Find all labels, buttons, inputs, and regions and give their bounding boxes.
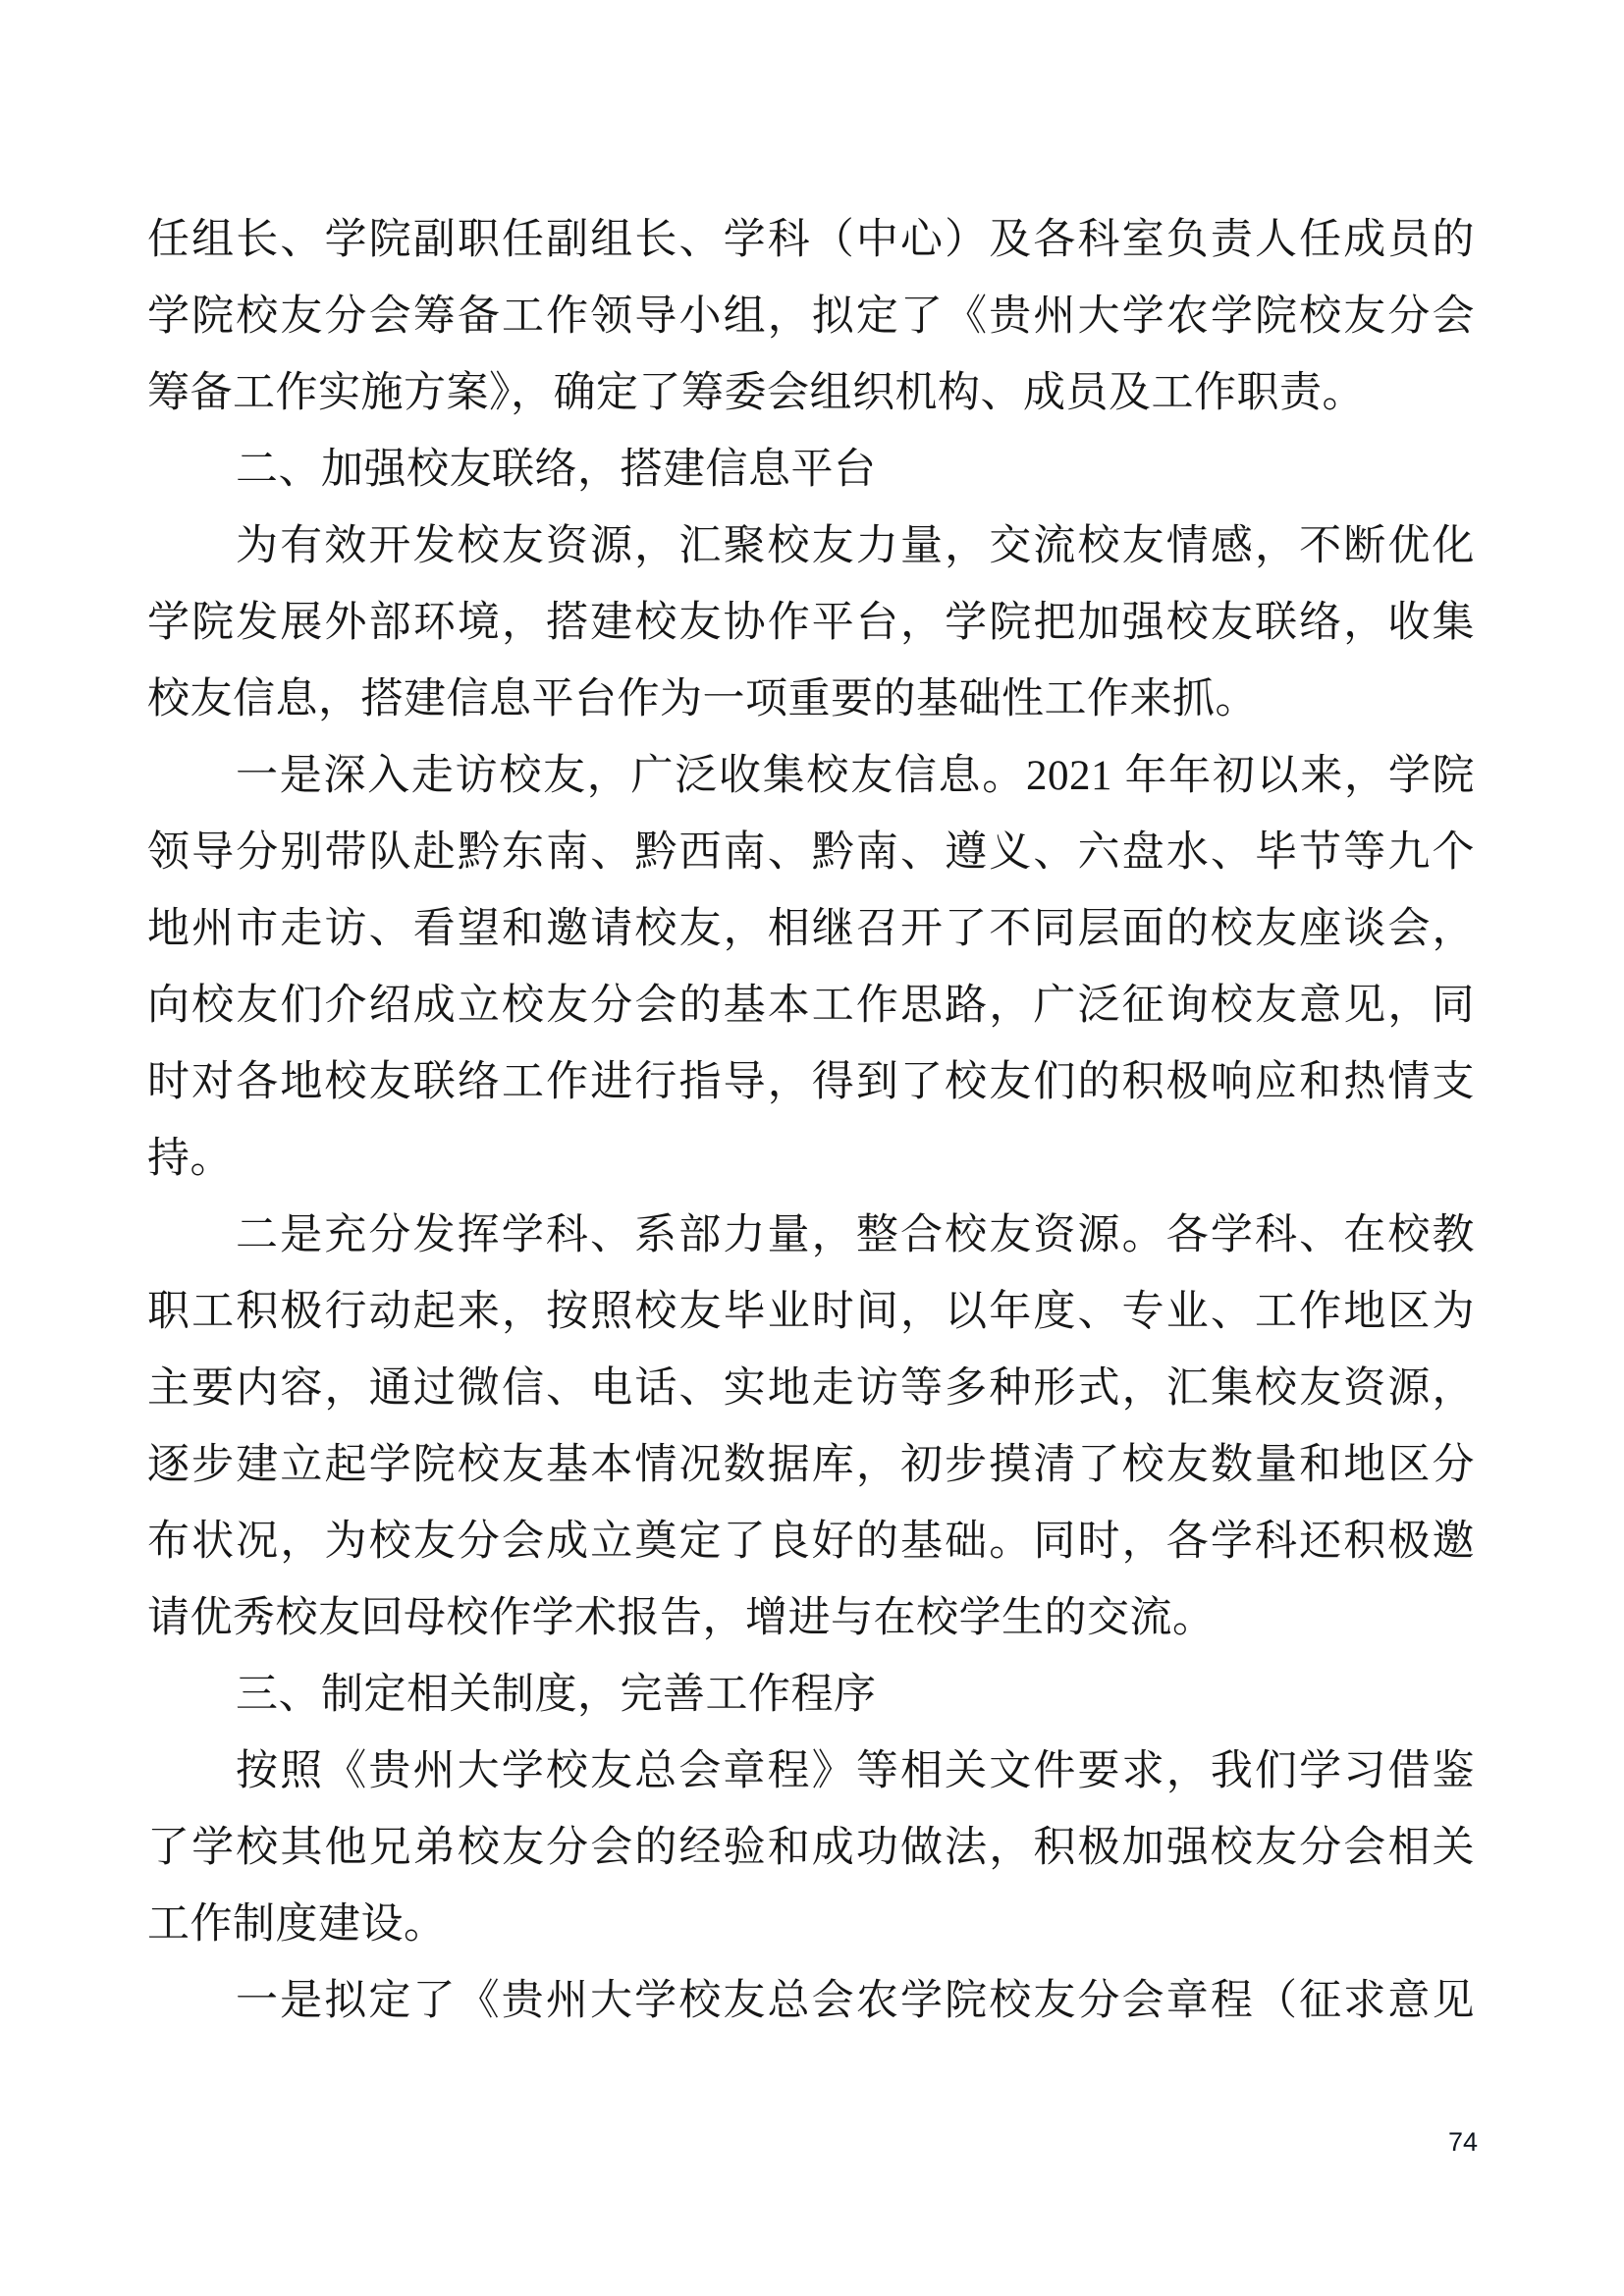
text-line: 了学校其他兄弟校友分会的经验和成功做法，积极加强校友分会相关	[147, 1825, 1475, 1871]
text-line: 校友信息，搭建信息平台作为一项重要的基础性工作来抓。	[147, 676, 1258, 722]
text-line: 为有效开发校友资源，汇聚校友力量，交流校友情感，不断优化	[236, 523, 1475, 569]
document-body	[147, 202, 1475, 2040]
text-line: 筹备工作实施方案》，确定了筹委会组织机构、成员及工作职责。	[147, 370, 1365, 416]
text-line: 请优秀校友回母校作学术报告，增进与在校学生的交流。	[147, 1595, 1216, 1641]
text-line: 地州市走访、看望和邀请校友，相继召开了不同层面的校友座谈会，	[147, 906, 1475, 952]
text-line: 一是深入走访校友，广泛收集校友信息。2021 年年初以来，学院	[236, 753, 1475, 799]
text-line: 主要内容，通过微信、电话、实地走访等多种形式，汇集校友资源，	[147, 1365, 1475, 1412]
text-line: 布状况，为校友分会成立奠定了良好的基础。同时，各学科还积极邀	[147, 1519, 1475, 1565]
text-line: 时对各地校友联络工作进行指导，得到了校友们的积极响应和热情支	[147, 1059, 1475, 1105]
text-line: 逐步建立起学院校友基本情况数据库，初步摸清了校友数量和地区分	[147, 1442, 1475, 1488]
text-line: 二是充分发挥学科、系部力量，整合校友资源。各学科、在校教	[236, 1212, 1475, 1258]
text-line: 任组长、学院副职任副组长、学科（中心）及各科室负责人任成员的	[147, 217, 1475, 263]
text-line: 职工积极行动起来，按照校友毕业时间，以年度、专业、工作地区为	[147, 1289, 1475, 1335]
text-line: 一是拟定了《贵州大学校友总会农学院校友分会章程（征求意见	[236, 1978, 1475, 2024]
text-line: 持。	[147, 1136, 233, 1182]
text-line: 学院校友分会筹备工作领导小组，拟定了《贵州大学农学院校友分会	[147, 294, 1475, 340]
text-line: 学院发展外部环境，搭建校友协作平台，学院把加强校友联络，收集	[147, 600, 1475, 646]
text-line: 三、制定相关制度，完善工作程序	[236, 1672, 877, 1718]
text-line: 领导分别带队赴黔东南、黔西南、黔南、遵义、六盘水、毕节等九个	[147, 829, 1475, 876]
text-line: 工作制度建设。	[147, 1901, 447, 1948]
text-line: 按照《贵州大学校友总会章程》等相关文件要求，我们学习借鉴	[236, 1748, 1475, 1794]
text-line: 二、加强校友联络，搭建信息平台	[236, 447, 877, 493]
page-number: 74	[1447, 2127, 1479, 2157]
text-line: 向校友们介绍成立校友分会的基本工作思路，广泛征询校友意见，同	[147, 983, 1475, 1029]
